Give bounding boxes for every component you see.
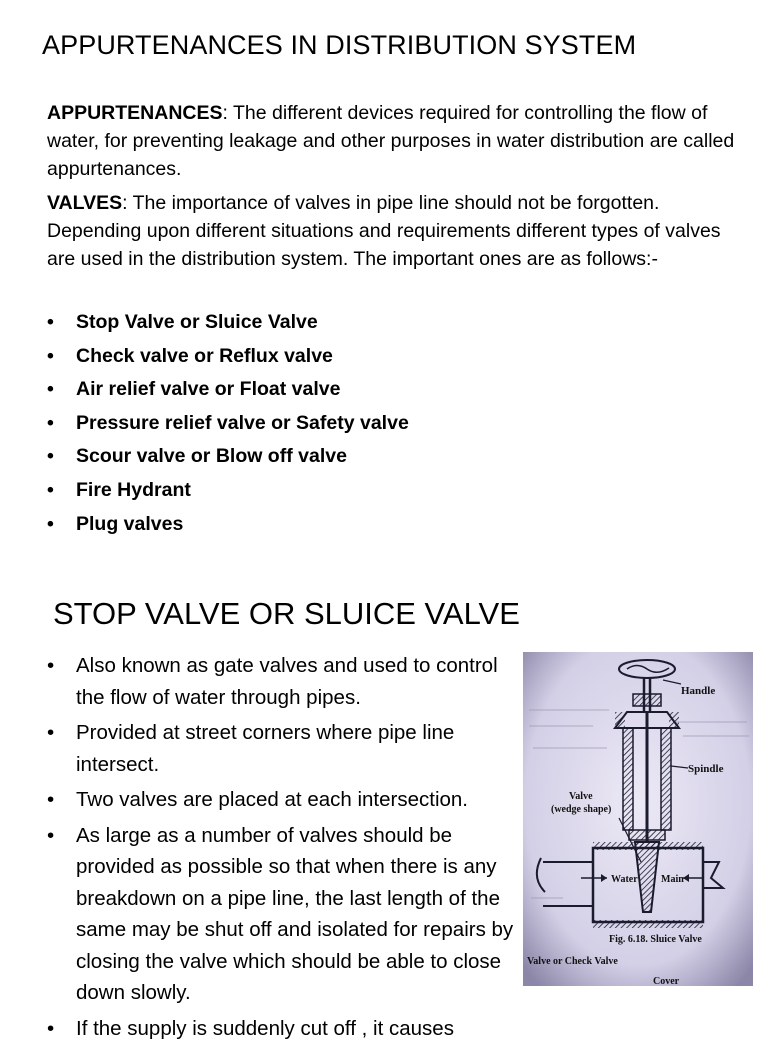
sluice-valve-figure (523, 652, 753, 986)
list-item: • Check valve or Reflux valve (47, 342, 409, 376)
stop-valve-points (47, 650, 527, 1048)
list-item: • Fire Hydrant (47, 476, 409, 510)
sluice-valve-diagram (523, 652, 753, 986)
figure-label-valve-shape: (wedge shape) (551, 804, 612, 815)
appurtenances-term: APPURTENANCES (47, 102, 223, 124)
list-item: • Provided at street corners where pipe line intersect. (47, 717, 527, 780)
list-item: • Scour valve or Blow off valve (47, 442, 409, 476)
valves-term: VALVES (47, 192, 123, 214)
figure-caption: Fig. 6.18. Sluice Valve (609, 934, 702, 945)
list-item: • Also known as gate valves and used to control the flow of water through pipes. (47, 650, 527, 713)
figure-label-main: Main (661, 874, 684, 885)
figure-label-water: Water (611, 874, 638, 885)
list-item: • As large as a number of valves should be provided as possible so that when there is any breakdown on a pipe line, the last length of the same may be shut off and isolated for repairs by closing the valve which should be able to close down slowly. (47, 820, 527, 1009)
appurtenances-text: : The different devices required for controlling the flow of water, for preventing leakage and other purposes in water distribution are called appurtenances. (47, 102, 735, 180)
list-item: • Stop Valve or Sluice Valve (47, 308, 409, 342)
valve-types-list (47, 308, 409, 543)
figure-label-spindle: Spindle (688, 763, 724, 775)
figure-label-cover: Cover (653, 976, 680, 986)
appurtenances-definition (47, 99, 737, 183)
list-item: • Two valves are placed at each intersection. (47, 784, 527, 816)
page-title: APPURTENANCES IN DISTRIBUTION SYSTEM (42, 30, 637, 60)
valves-text: : The importance of valves in pipe line should not be forgotten. Depending upon different situations and requirements different types of valves are used in the distribution system. The important ones are as follows:- (47, 192, 721, 270)
figure-label-bottom: Valve or Check Valve (527, 956, 618, 967)
section-title: STOP VALVE OR SLUICE VALVE (53, 596, 520, 631)
list-item: • Air relief valve or Float valve (47, 375, 409, 409)
list-item: • Plug valves (47, 510, 409, 544)
figure-label-valve: Valve (569, 791, 593, 802)
figure-label-handle: Handle (681, 685, 716, 697)
valves-definition (47, 189, 737, 273)
list-item: • If the supply is suddenly cut off , it causes (47, 1013, 527, 1045)
list-item: • Pressure relief valve or Safety valve (47, 409, 409, 443)
